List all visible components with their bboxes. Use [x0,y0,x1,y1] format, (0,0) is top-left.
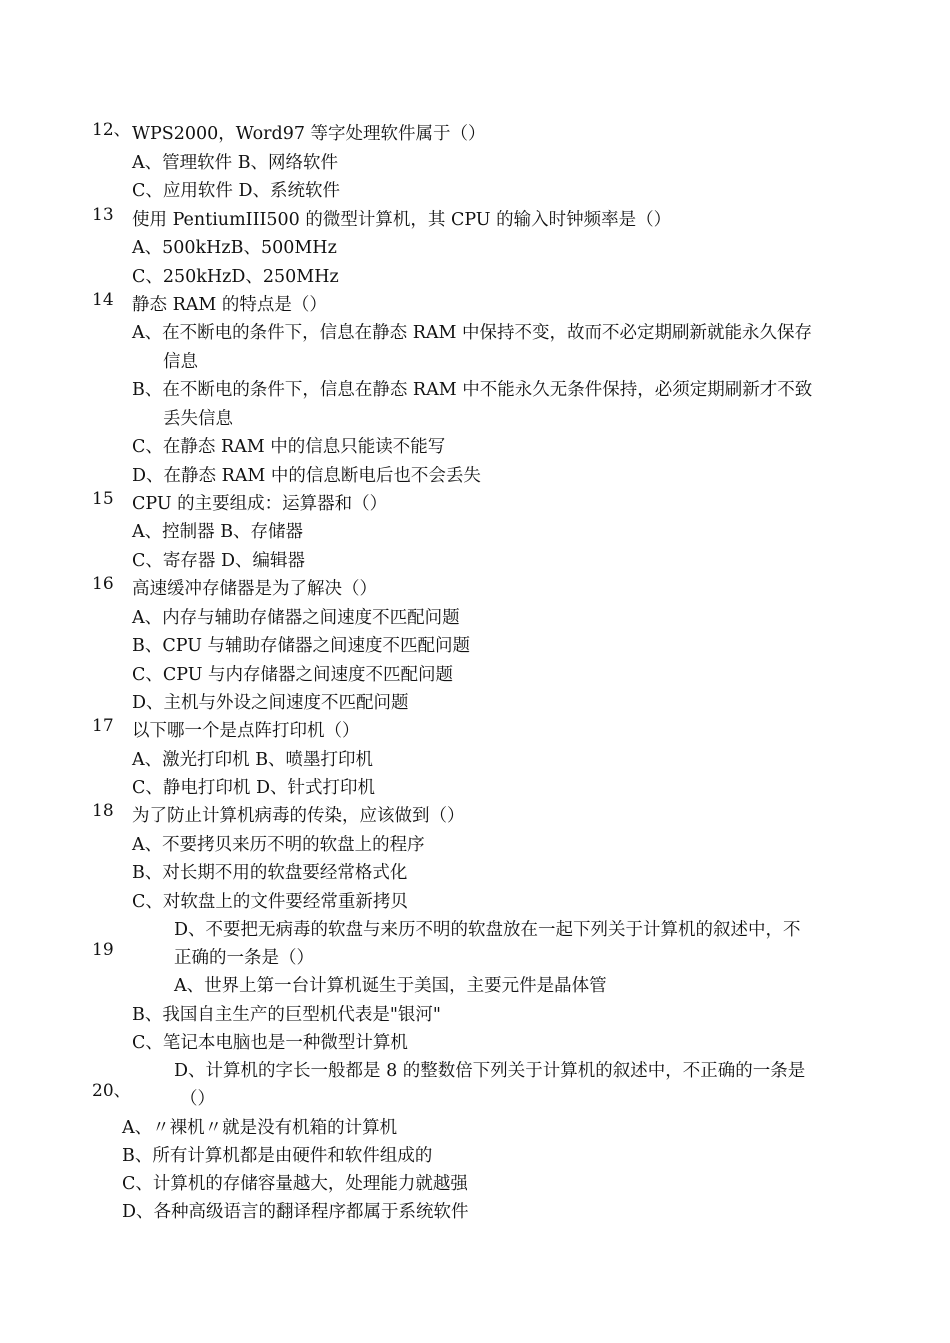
option-line: D、各种高级语言的翻译程序都属于系统软件 [122,1202,469,1222]
option-line: C、对软盘上的文件要经常重新拷贝 [132,892,408,912]
question-text: WPS2000，Word97 等字处理软件属于（） [132,124,486,144]
question-number: 19 [92,940,114,960]
question-text: 使用 PentiumIII500 的微型计算机，其 CPU 的输入时钟频率是（） [132,210,672,230]
option-line: C、CPU 与内存储器之间速度不匹配问题 [132,665,454,685]
option-line: A、管理软件 B、网络软件 [132,153,339,173]
option-line: A、内存与辅助存储器之间速度不匹配问题 [132,608,460,628]
option-line: B、在不断电的条件下，信息在静态 RAM 中不能永久无条件保持，必须定期刷新才不致 [132,380,813,400]
option-line: A、世界上第一台计算机诞生于美国，主要元件是晶体管 [174,976,607,996]
option-line: C、笔记本电脑也是一种微型计算机 [132,1033,408,1053]
question-number: 20、 [92,1081,131,1101]
question-text: 静态 RAM 的特点是（） [132,295,327,315]
question-text: 以下哪一个是点阵打印机（） [132,721,360,741]
option-line: D、不要把无病毒的软盘与来历不明的软盘放在一起下列关于计算机的叙述中，不 [174,920,801,940]
option-line: A、在不断电的条件下，信息在静态 RAM 中保持不变，故而不必定期刷新就能永久保存 [132,323,812,343]
question-number: 13 [92,205,114,225]
option-line: D、计算机的字长一般都是 8 的整数倍下列关于计算机的叙述中，不正确的一条是 [174,1061,806,1081]
question-number: 17 [92,716,114,736]
option-line: A、500kHzB、500MHz [132,238,337,258]
question-number: 16 [92,574,114,594]
option-line: D、主机与外设之间速度不匹配问题 [132,693,409,713]
question-text: 高速缓冲存储器是为了解决（） [132,579,377,599]
option-line: C、在静态 RAM 中的信息只能读不能写 [132,437,446,457]
option-line: C、应用软件 D、系统软件 [132,181,340,201]
option-line: B、对长期不用的软盘要经常格式化 [132,863,408,883]
question-number: 15 [92,489,114,509]
question-text: 为了防止计算机病毒的传染，应该做到（） [132,806,465,826]
option-line: A、〃裸机〃就是没有机箱的计算机 [122,1118,398,1138]
option-line-continued: 信息 [163,352,198,372]
option-line: B、CPU 与辅助存储器之间速度不匹配问题 [132,636,471,656]
option-line: C、计算机的存储容量越大，处理能力就越强 [122,1174,468,1194]
option-line: A、控制器 B、存储器 [132,522,304,542]
option-line-continued: （） [180,1089,215,1109]
question-number: 18 [92,801,114,821]
option-line: A、激光打印机 B、喷墨打印机 [132,750,374,770]
option-line: C、寄存器 D、编辑器 [132,551,305,571]
option-line: A、不要拷贝来历不明的软盘上的程序 [132,835,425,855]
option-line: B、所有计算机都是由硬件和软件组成的 [122,1146,433,1166]
option-line: D、在静态 RAM 中的信息断电后也不会丢失 [132,466,481,486]
question-number: 12、 [92,120,131,140]
option-line-continued: 丢失信息 [163,409,233,429]
question-number: 14 [92,290,114,310]
question-text: CPU 的主要组成：运算器和（） [132,494,388,514]
option-line: C、250kHzD、250MHz [132,267,339,287]
option-line-continued: 正确的一条是（） [174,948,314,968]
option-line: B、我国自主生产的巨型机代表是"银河" [132,1005,441,1025]
option-line: C、静电打印机 D、针式打印机 [132,778,375,798]
